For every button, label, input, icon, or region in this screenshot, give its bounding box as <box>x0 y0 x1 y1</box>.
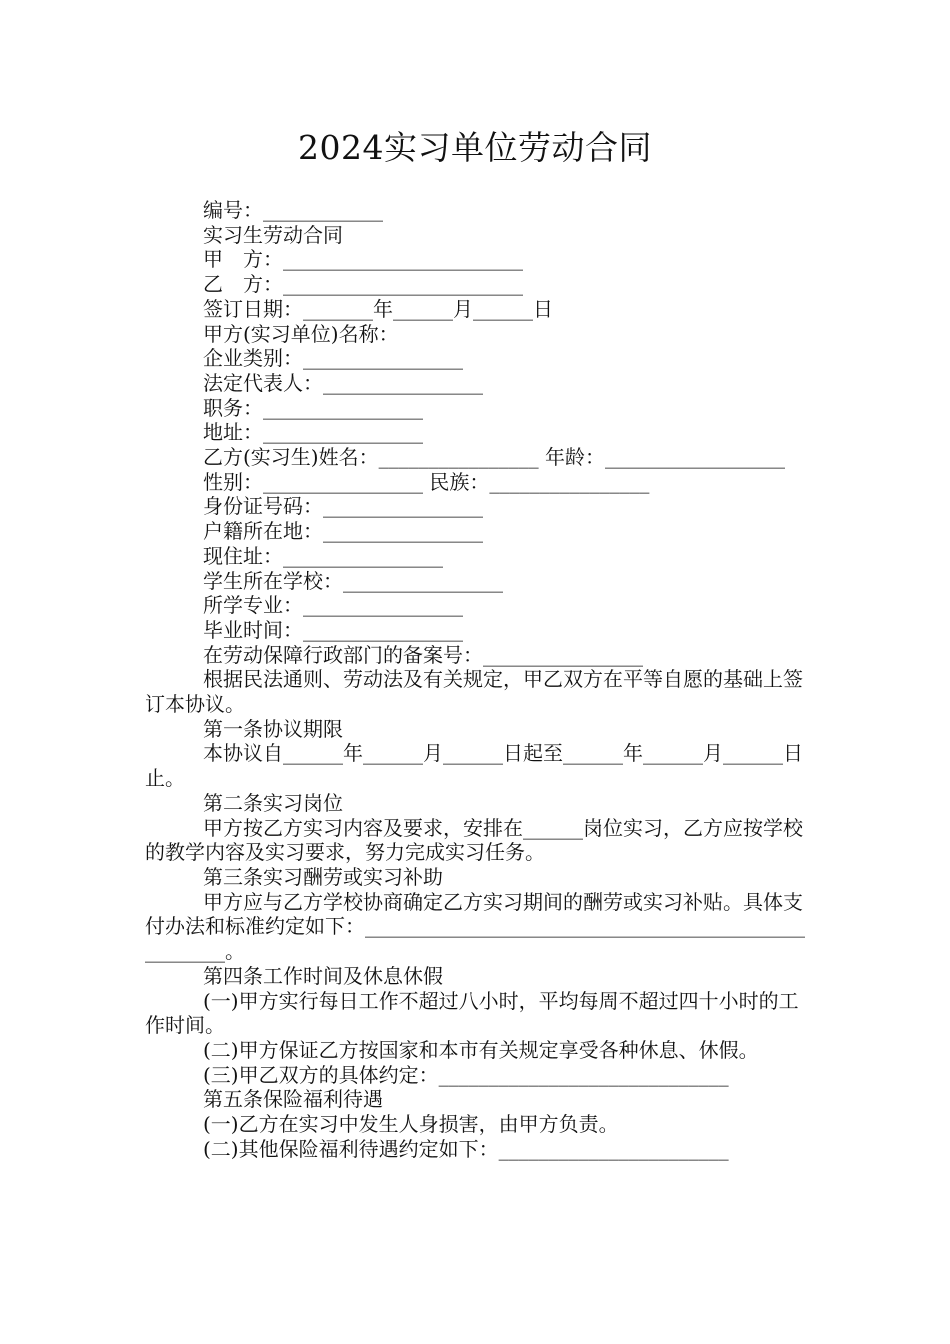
paragraph-preamble: 根据民法通则、劳动法及有关规定，甲乙双方在平等自愿的基础上签订本协议。 <box>145 667 803 717</box>
heading-article-5: 第五条保险福利待遇 <box>203 1087 383 1112</box>
heading-article-4: 第四条工作时间及休息休假 <box>203 963 443 988</box>
paragraph-article-4-item-3: (三)甲乙双方的具体约定：_____________________________ <box>203 1062 729 1087</box>
line-contract-type: 实习生劳动合同 <box>203 222 343 247</box>
document-body <box>145 198 810 1161</box>
line-enterprise-type: 企业类别：________________ <box>203 346 463 371</box>
line-filing-number: 在劳动保障行政部门的备案号：________________ <box>203 642 643 667</box>
line-employer-name: 甲方(实习单位)名称： <box>203 321 399 346</box>
line-gender-ethnicity: 性别：________________ 民族：________________ <box>203 469 650 494</box>
line-party-a: 甲 方：________________________ <box>203 247 523 272</box>
line-party-b: 乙 方：________________________ <box>203 272 523 297</box>
line-household-registration: 户籍所在地：________________ <box>203 519 483 544</box>
line-graduation-time: 毕业时间：________________ <box>203 617 463 642</box>
paragraph-article-3: 甲方应与乙方学校协商确定乙方实习期间的酬劳或实习补贴。具体支付办法和标准约定如下：____________________________________________________。 <box>145 889 805 964</box>
document-title: 2024实习单位劳动合同 <box>298 128 652 167</box>
line-legal-representative: 法定代表人：________________ <box>203 370 483 395</box>
line-school: 学生所在学校：________________ <box>203 568 503 593</box>
line-intern-name-age: 乙方(实习生)姓名：________________ 年龄：__________________ <box>203 445 785 470</box>
heading-article-2: 第二条实习岗位 <box>203 790 343 815</box>
paragraph-article-1: 本协议自______年______月______日起至______年______月______日止。 <box>145 741 803 791</box>
line-contract-number: 编号：____________ <box>203 198 383 222</box>
line-major: 所学专业：________________ <box>203 593 463 618</box>
line-current-address: 现住址：________________ <box>203 543 443 568</box>
paragraph-article-4-item-2: (二)甲方保证乙方按国家和本市有关规定享受各种休息、休假。 <box>203 1037 759 1062</box>
paragraph-article-5-item-2: (二)其他保险福利待遇约定如下：_______________________ <box>203 1136 729 1161</box>
line-address: 地址：________________ <box>203 420 423 445</box>
line-sign-date: 签订日期：_______年______月______日 <box>203 296 553 321</box>
line-id-number: 身份证号码：________________ <box>203 494 483 519</box>
line-position: 职务：________________ <box>203 395 423 420</box>
paragraph-article-5-item-1: (一)乙方在实习中发生人身损害，由甲方负责。 <box>203 1112 619 1137</box>
heading-article-1: 第一条协议期限 <box>203 716 343 741</box>
paragraph-article-4-item-1: (一)甲方实行每日工作不超过八小时，平均每周不超过四十小时的工作时间。 <box>145 988 799 1038</box>
heading-article-3: 第三条实习酬劳或实习补助 <box>203 864 443 889</box>
paragraph-article-2: 甲方按乙方实习内容及要求，安排在______岗位实习，乙方应按学校的教学内容及实习要求，努力完成实习任务。 <box>145 815 803 865</box>
